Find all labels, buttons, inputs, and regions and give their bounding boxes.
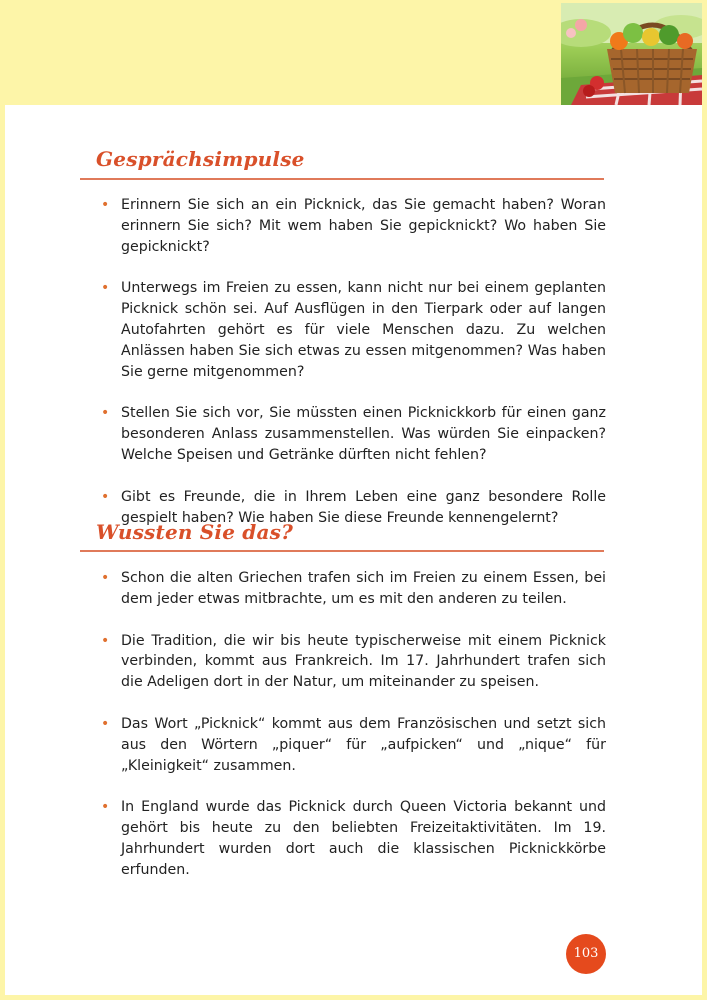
list-item bbox=[101, 195, 606, 257]
list-item bbox=[101, 714, 606, 776]
picnic-basket-illustration bbox=[561, 3, 702, 105]
list-item-text: Erinnern Sie sich an ein Picknick, das Sie gemacht haben? Woran erinnern Sie sich? Mit wem haben Sie gepicknickt? Wo haben Sie gepicknickt? bbox=[121, 197, 606, 255]
list-item-text: Gibt es Freunde, die in Ihrem Leben eine ganz besondere Rolle gespielt haben? Wie haben Sie diese Freunde kennengelernt? bbox=[121, 488, 606, 526]
section-divider bbox=[80, 178, 604, 180]
bullet-icon: • bbox=[101, 488, 110, 505]
picnic-basket-photo bbox=[561, 3, 702, 105]
bullet-icon: • bbox=[101, 632, 110, 649]
bullet-icon: • bbox=[101, 197, 110, 213]
list-item-text: Stellen Sie sich vor, Sie müssten einen Picknickkorb für einen ganz besonderen Anlass zusammenstellen. Was würden Sie einpacken? Welche Speisen und Getränke dürften nicht fehlen? bbox=[121, 405, 606, 463]
bullet-icon: • bbox=[101, 799, 110, 816]
list-item bbox=[101, 797, 606, 880]
list-item bbox=[101, 631, 606, 693]
bullet-icon: • bbox=[101, 715, 110, 732]
list-item-text: Schon die alten Griechen trafen sich im Freien zu einem Essen, bei dem jeder etwas mitbrachte, um es mit den anderen zu teilen. bbox=[121, 570, 606, 607]
bullet-icon: • bbox=[101, 570, 110, 586]
section-title-wussten-sie-das: Wussten Sie das? bbox=[96, 520, 294, 544]
bullet-list-gespraechsimpulse bbox=[101, 195, 606, 549]
list-item-text: Unterwegs im Freien zu essen, kann nicht nur bei einem geplanten Picknick schön sei. Auf Ausflügen in den Tierpark oder auf langen Autofahrten gehört es für viele Menschen dazu. Zu welchen Anlässen haben Sie sich etwas zu essen mitgenommen? Was haben Sie gerne mitgenommen? bbox=[121, 280, 606, 380]
list-item-text: Das Wort „Picknick“ kommt aus dem Französischen und setzt sich aus den Wörtern „piquer“ für „aufpicken“ und „nique“ für „Kleinigkeit“ zusammen. bbox=[121, 715, 606, 774]
list-item bbox=[101, 403, 606, 465]
list-item-text: Die Tradition, die wir bis heute typischerweise mit einem Picknick verbinden, kommt aus Frankreich. Im 17. Jahrhundert trafen sich die Adeligen dort in der Natur, um miteinander zu speisen. bbox=[121, 632, 606, 691]
list-item bbox=[101, 568, 606, 610]
bullet-icon: • bbox=[101, 280, 110, 297]
list-item-text: In England wurde das Picknick durch Queen Victoria bekannt und gehört bis heute zu den beliebten Freizeitaktivitäten. Im 19. Jahrhundert wurden dort auch die klassischen Picknickkörbe erfunden. bbox=[121, 799, 606, 878]
list-item bbox=[101, 278, 606, 382]
bullet-list-wussten-sie-das bbox=[101, 568, 606, 902]
section-divider bbox=[80, 550, 604, 552]
page-number: 103 bbox=[566, 934, 606, 974]
section-title-gespraechsimpulse: Gesprächsimpulse bbox=[96, 147, 305, 171]
bullet-icon: • bbox=[101, 405, 110, 422]
